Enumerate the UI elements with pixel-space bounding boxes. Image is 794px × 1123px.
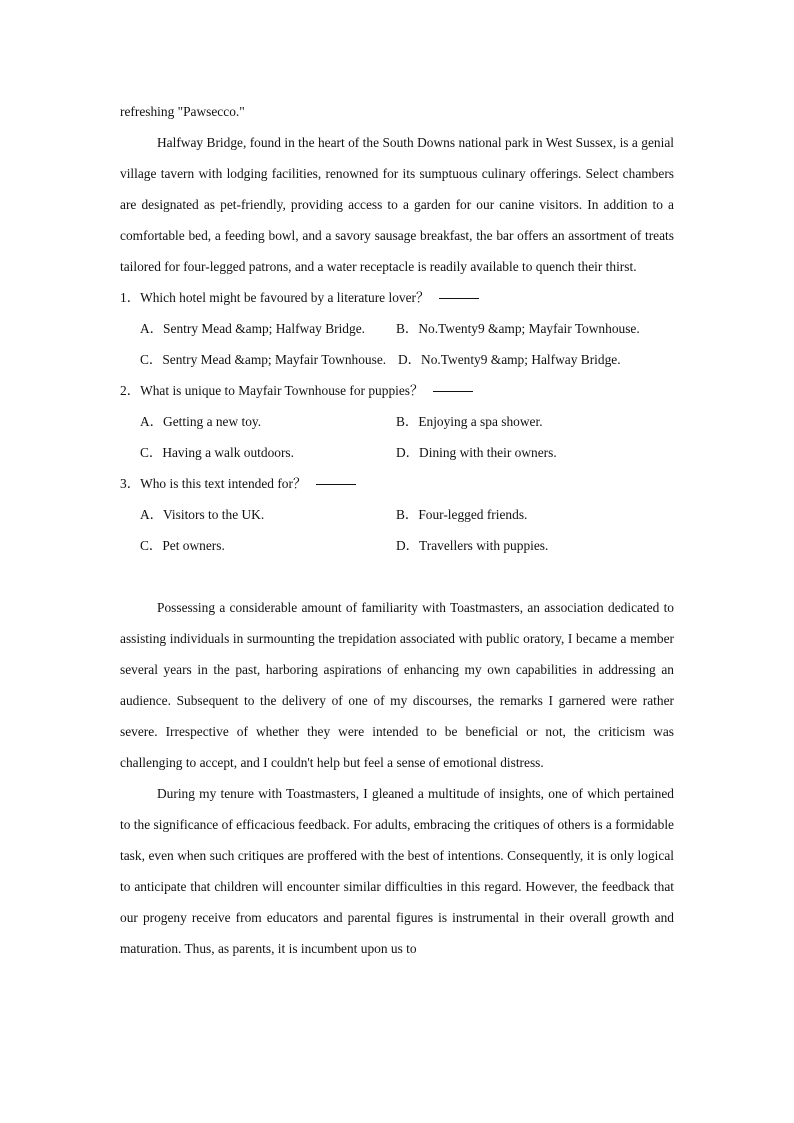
passage-b-paragraph-1: Possessing a considerable amount of familiarity with Toastmasters, an association dedicated to assisting individuals in surmounting the trepidation associated with public oratory, I became a member several years in the past, harboring aspirations of enhancing my own capabilities in addressing an audience. Subsequent to the delivery of one of my discourses, the remarks I garnered were rather severe. Irrespective of whether they were intended to be beneficial or not, the criticism was challenging to accept, and I couldn't help but feel a sense of emotional distress. [120,600,674,770]
passage-b-paragraph-2: During my tenure with Toastmasters, I gleaned a multitude of insights, one of which pertained to the significance of efficacious feedback. For adults, embracing the critiques of others is a formidable task, even when such critiques are proffered with the best of intentions. Consequently, it is only logical to anticipate that children will encounter similar difficulties in this regard. However, the feedback that our progeny receive from educators and parental figures is instrumental in their overall growth and maturation. Thus, as parents, it is incumbent upon us to [120,786,674,956]
question-text: Who is this text intended for？ [140,476,307,491]
answer-blank[interactable] [439,298,479,299]
question-1 [120,282,674,313]
question-3-options [120,499,674,561]
section-spacer [120,561,674,592]
option-c[interactable]: C．Pet owners. [140,538,225,553]
answer-blank[interactable] [316,484,356,485]
answer-blank[interactable] [433,391,473,392]
passage-a-tail-line: refreshing "Pawsecco." [120,104,245,119]
question-number: 3． [120,476,141,491]
option-b[interactable]: B．No.Twenty9 &amp; Mayfair Townhouse. [396,321,640,336]
question-2 [120,375,674,406]
option-a[interactable]: A．Getting a new toy. [140,414,262,429]
question-number: 1． [120,290,141,305]
option-d[interactable]: D．Travellers with puppies. [396,538,549,553]
passage-a-paragraph: Halfway Bridge, found in the heart of the South Downs national park in West Sussex, is a genial village tavern with lodging facilities, renowned for its sumptuous culinary offerings. Select chambers are designated as pet-friendly, providing access to a garden for our canine visitors. In addition to a comfortable bed, a feeding bowl, and a savory sausage breakfast, the bar offers an assortment of treats tailored for four-legged patrons, and a water receptacle is readily available to quench their thirst. [120,135,674,274]
question-number: 2． [120,383,141,398]
question-text: Which hotel might be favoured by a literature lover？ [140,290,430,305]
option-c[interactable]: C．Having a walk outdoors. [140,445,294,460]
option-a[interactable]: A．Visitors to the UK. [140,507,265,522]
option-d[interactable]: D．No.Twenty9 &amp; Halfway Bridge. [398,352,621,367]
option-d[interactable]: D．Dining with their owners. [396,445,557,460]
option-c[interactable]: C．Sentry Mead &amp; Mayfair Townhouse. [140,352,387,367]
document-page [120,96,674,964]
question-2-options [120,406,674,468]
option-b[interactable]: B．Four-legged friends. [396,507,528,522]
question-3 [120,468,674,499]
question-text: What is unique to Mayfair Townhouse for puppies？ [140,383,424,398]
question-1-options [120,313,674,375]
option-a[interactable]: A．Sentry Mead &amp; Halfway Bridge. [140,321,365,336]
option-b[interactable]: B．Enjoying a spa shower. [396,414,543,429]
